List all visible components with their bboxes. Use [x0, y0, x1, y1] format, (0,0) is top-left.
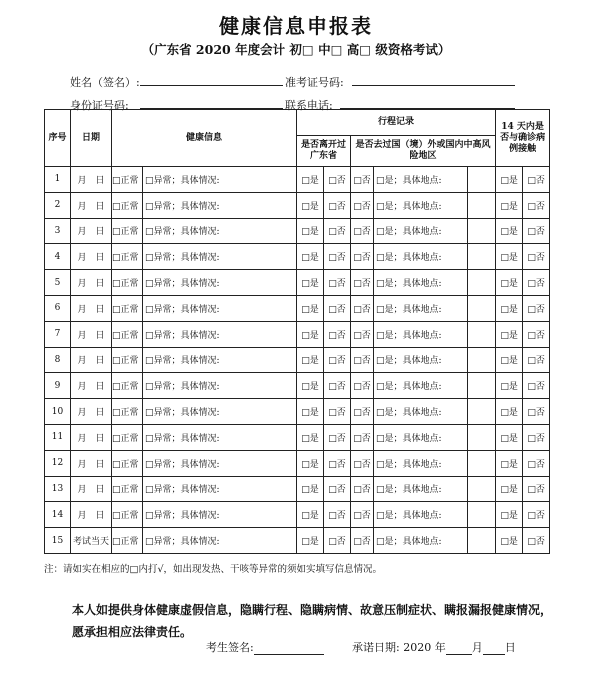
row-seq: 3	[45, 218, 71, 244]
risk-area-blank	[468, 192, 496, 218]
risk-area-blank	[468, 295, 496, 321]
left-gd-no-option[interactable]: □否	[324, 270, 351, 296]
left-gd-yes-option[interactable]: □是	[297, 244, 324, 270]
contact-no-option[interactable]: □否	[523, 373, 550, 399]
health-normal-option[interactable]: □正常	[112, 502, 143, 528]
table-row	[45, 192, 550, 218]
risk-area-no-option[interactable]: □否	[351, 270, 374, 296]
contact-yes-option[interactable]: □是	[496, 399, 523, 425]
left-gd-yes-option[interactable]: □是	[297, 424, 324, 450]
health-abnormal-option[interactable]: □异常；具体情况:	[143, 192, 297, 218]
health-normal-option[interactable]: □正常	[112, 528, 143, 554]
risk-area-no-option[interactable]: □否	[351, 321, 374, 347]
left-gd-yes-option[interactable]: □是	[297, 167, 324, 193]
risk-area-yes-place-option[interactable]: □是；具体地点:	[374, 270, 468, 296]
row-seq: 1	[45, 167, 71, 193]
left-gd-no-option[interactable]: □否	[324, 192, 351, 218]
risk-area-blank	[468, 528, 496, 554]
risk-area-yes-place-option[interactable]: □是；具体地点:	[374, 192, 468, 218]
contact-no-option[interactable]: □否	[523, 399, 550, 425]
signature-label: 考生签名:	[206, 641, 254, 654]
table-body	[45, 167, 550, 554]
contact-yes-option[interactable]: □是	[496, 244, 523, 270]
contact-no-option[interactable]: □否	[523, 244, 550, 270]
health-normal-option[interactable]: □正常	[112, 321, 143, 347]
row-date[interactable]: 月 日	[71, 502, 112, 528]
risk-area-yes-place-option[interactable]: □是；具体地点:	[374, 321, 468, 347]
left-gd-yes-option[interactable]: □是	[297, 373, 324, 399]
month-label: 月	[471, 641, 483, 654]
signature-field[interactable]	[254, 643, 324, 655]
risk-area-no-option[interactable]: □否	[351, 167, 374, 193]
date-line	[352, 639, 516, 655]
contact-yes-option[interactable]: □是	[496, 476, 523, 502]
left-gd-yes-option[interactable]: □是	[297, 450, 324, 476]
risk-area-yes-place-option[interactable]: □是；具体地点:	[374, 450, 468, 476]
contact-yes-option[interactable]: □是	[496, 295, 523, 321]
table-row	[45, 244, 550, 270]
left-gd-no-option[interactable]: □否	[324, 424, 351, 450]
contact-yes-option[interactable]: □是	[496, 373, 523, 399]
row-seq: 15	[45, 528, 71, 554]
health-normal-option[interactable]: □正常	[112, 218, 143, 244]
health-abnormal-option[interactable]: □异常；具体情况:	[143, 476, 297, 502]
health-normal-option[interactable]: □正常	[112, 424, 143, 450]
risk-area-blank	[468, 244, 496, 270]
left-gd-yes-option[interactable]: □是	[297, 321, 324, 347]
declaration-text: 本人如提供身体健康虚假信息，隐瞒行程、隐瞒病情、故意压制症状、瞒报漏报健康情况，愿承担相应法律责任。	[72, 603, 553, 639]
risk-area-no-option[interactable]: □否	[351, 450, 374, 476]
contact-yes-option[interactable]: □是	[496, 502, 523, 528]
row-date[interactable]: 月 日	[71, 218, 112, 244]
table-row	[45, 373, 550, 399]
row-seq: 2	[45, 192, 71, 218]
health-normal-option[interactable]: □正常	[112, 167, 143, 193]
left-gd-no-option[interactable]: □否	[324, 295, 351, 321]
form-note: 注：请如实在相应的□内打√，如出现发热、干咳等异常的须如实填写信息情况。	[44, 564, 383, 575]
contact-no-option[interactable]: □否	[523, 424, 550, 450]
header-left-gd: 是否离开过广东省	[297, 136, 351, 167]
left-gd-no-option[interactable]: □否	[324, 218, 351, 244]
risk-area-no-option[interactable]: □否	[351, 528, 374, 554]
risk-area-blank	[468, 167, 496, 193]
health-abnormal-option[interactable]: □异常；具体情况:	[143, 424, 297, 450]
left-gd-no-option[interactable]: □否	[324, 373, 351, 399]
header-contact: 14 天内是否与确诊病例接触	[496, 110, 550, 167]
row-seq: 8	[45, 347, 71, 373]
row-seq: 6	[45, 295, 71, 321]
row-date[interactable]: 月 日	[71, 270, 112, 296]
row-seq: 11	[45, 424, 71, 450]
contact-no-option[interactable]: □否	[523, 347, 550, 373]
header-risk-area: 是否去过国（境）外或国内中高风险地区	[351, 136, 496, 167]
left-gd-yes-option[interactable]: □是	[297, 399, 324, 425]
left-gd-no-option[interactable]: □否	[324, 321, 351, 347]
row-seq: 5	[45, 270, 71, 296]
left-gd-no-option[interactable]: □否	[324, 502, 351, 528]
risk-area-no-option[interactable]: □否	[351, 244, 374, 270]
risk-area-blank	[468, 321, 496, 347]
health-abnormal-option[interactable]: □异常；具体情况:	[143, 347, 297, 373]
row-seq: 10	[45, 399, 71, 425]
date-label: 承诺日期: 2020 年	[352, 641, 446, 654]
health-normal-option[interactable]: □正常	[112, 476, 143, 502]
row-seq: 7	[45, 321, 71, 347]
row-date[interactable]: 月 日	[71, 321, 112, 347]
risk-area-no-option[interactable]: □否	[351, 476, 374, 502]
health-abnormal-option[interactable]: □异常；具体情况:	[143, 244, 297, 270]
health-normal-option[interactable]: □正常	[112, 192, 143, 218]
health-abnormal-option[interactable]: □异常；具体情况:	[143, 373, 297, 399]
contact-yes-option[interactable]: □是	[496, 528, 523, 554]
left-gd-yes-option[interactable]: □是	[297, 476, 324, 502]
phone-field[interactable]	[340, 96, 515, 109]
contact-no-option[interactable]: □否	[523, 528, 550, 554]
left-gd-no-option[interactable]: □否	[324, 399, 351, 425]
row-seq: 14	[45, 502, 71, 528]
row-date[interactable]: 月 日	[71, 450, 112, 476]
contact-no-option[interactable]: □否	[523, 192, 550, 218]
exam-no-label: 准考证号码:	[285, 76, 344, 89]
left-gd-no-option[interactable]: □否	[324, 528, 351, 554]
risk-area-no-option[interactable]: □否	[351, 399, 374, 425]
header-seq: 序号	[45, 110, 71, 167]
risk-area-no-option[interactable]: □否	[351, 218, 374, 244]
health-normal-option[interactable]: □正常	[112, 244, 143, 270]
row-date[interactable]: 月 日	[71, 399, 112, 425]
signature-line	[206, 639, 324, 655]
row-date[interactable]: 月 日	[71, 476, 112, 502]
contact-no-option[interactable]: □否	[523, 218, 550, 244]
left-gd-yes-option[interactable]: □是	[297, 528, 324, 554]
risk-area-no-option[interactable]: □否	[351, 424, 374, 450]
table-row	[45, 218, 550, 244]
risk-area-yes-place-option[interactable]: □是；具体地点:	[374, 399, 468, 425]
name-label: 姓名（签名）:	[70, 76, 140, 89]
health-table	[44, 109, 550, 554]
row-date[interactable]: 月 日	[71, 347, 112, 373]
risk-area-blank	[468, 399, 496, 425]
risk-area-blank	[468, 373, 496, 399]
risk-area-blank	[468, 347, 496, 373]
table-row	[45, 347, 550, 373]
health-normal-option[interactable]: □正常	[112, 295, 143, 321]
table-row	[45, 424, 550, 450]
risk-area-blank	[468, 450, 496, 476]
risk-area-no-option[interactable]: □否	[351, 502, 374, 528]
row-date[interactable]: 月 日	[71, 244, 112, 270]
id-field[interactable]	[140, 96, 283, 109]
month-field[interactable]	[446, 643, 472, 655]
left-gd-yes-option[interactable]: □是	[297, 270, 324, 296]
left-gd-no-option[interactable]: □否	[324, 167, 351, 193]
form-title: 健康信息申报表	[219, 14, 373, 38]
risk-area-yes-place-option[interactable]: □是；具体地点:	[374, 347, 468, 373]
health-normal-option[interactable]: □正常	[112, 373, 143, 399]
health-normal-option[interactable]: □正常	[112, 450, 143, 476]
left-gd-yes-option[interactable]: □是	[297, 295, 324, 321]
left-gd-yes-option[interactable]: □是	[297, 192, 324, 218]
table-row	[45, 321, 550, 347]
contact-yes-option[interactable]: □是	[496, 321, 523, 347]
left-gd-yes-option[interactable]: □是	[297, 218, 324, 244]
table-row	[45, 399, 550, 425]
health-abnormal-option[interactable]: □异常；具体情况:	[143, 270, 297, 296]
health-abnormal-option[interactable]: □异常；具体情况:	[143, 450, 297, 476]
risk-area-yes-place-option[interactable]: □是；具体地点:	[374, 528, 468, 554]
row-seq: 12	[45, 450, 71, 476]
contact-no-option[interactable]: □否	[523, 270, 550, 296]
health-abnormal-option[interactable]: □异常；具体情况:	[143, 218, 297, 244]
contact-yes-option[interactable]: □是	[496, 347, 523, 373]
table-row	[45, 476, 550, 502]
left-gd-no-option[interactable]: □否	[324, 476, 351, 502]
header-trip: 行程记录	[297, 110, 496, 136]
health-abnormal-option[interactable]: □异常；具体情况:	[143, 321, 297, 347]
left-gd-no-option[interactable]: □否	[324, 347, 351, 373]
risk-area-blank	[468, 218, 496, 244]
contact-yes-option[interactable]: □是	[496, 192, 523, 218]
health-normal-option[interactable]: □正常	[112, 270, 143, 296]
health-abnormal-option[interactable]: □异常；具体情况:	[143, 528, 297, 554]
health-normal-option[interactable]: □正常	[112, 399, 143, 425]
row-date[interactable]: 月 日	[71, 192, 112, 218]
day-field[interactable]	[483, 643, 505, 655]
contact-no-option[interactable]: □否	[523, 450, 550, 476]
contact-yes-option[interactable]: □是	[496, 270, 523, 296]
table-row	[45, 502, 550, 528]
row-date[interactable]: 月 日	[71, 295, 112, 321]
row-seq: 13	[45, 476, 71, 502]
risk-area-yes-place-option[interactable]: □是；具体地点:	[374, 295, 468, 321]
table-row	[45, 270, 550, 296]
risk-area-blank	[468, 502, 496, 528]
contact-no-option[interactable]: □否	[523, 502, 550, 528]
health-abnormal-option[interactable]: □异常；具体情况:	[143, 295, 297, 321]
table-row	[45, 167, 550, 193]
contact-no-option[interactable]: □否	[523, 321, 550, 347]
row-seq: 9	[45, 373, 71, 399]
name-field[interactable]	[140, 73, 283, 86]
contact-no-option[interactable]: □否	[523, 295, 550, 321]
header-date: 日期	[71, 110, 112, 167]
row-seq: 4	[45, 244, 71, 270]
risk-area-yes-place-option[interactable]: □是；具体地点:	[374, 218, 468, 244]
health-abnormal-option[interactable]: □异常；具体情况:	[143, 399, 297, 425]
row-date[interactable]: 月 日	[71, 167, 112, 193]
contact-no-option[interactable]: □否	[523, 476, 550, 502]
risk-area-yes-place-option[interactable]: □是；具体地点:	[374, 476, 468, 502]
risk-area-blank	[468, 270, 496, 296]
risk-area-no-option[interactable]: □否	[351, 373, 374, 399]
risk-area-blank	[468, 424, 496, 450]
contact-yes-option[interactable]: □是	[496, 218, 523, 244]
risk-area-yes-place-option[interactable]: □是；具体地点:	[374, 167, 468, 193]
day-label: 日	[504, 641, 516, 654]
phone-label: 联系电话:	[285, 99, 333, 112]
exam-no-field[interactable]	[352, 73, 515, 86]
left-gd-no-option[interactable]: □否	[324, 450, 351, 476]
left-gd-no-option[interactable]: □否	[324, 244, 351, 270]
risk-area-no-option[interactable]: □否	[351, 295, 374, 321]
health-abnormal-option[interactable]: □异常；具体情况:	[143, 167, 297, 193]
contact-yes-option[interactable]: □是	[496, 424, 523, 450]
contact-yes-option[interactable]: □是	[496, 167, 523, 193]
left-gd-yes-option[interactable]: □是	[297, 502, 324, 528]
header-health: 健康信息	[112, 110, 297, 167]
health-normal-option[interactable]: □正常	[112, 347, 143, 373]
risk-area-yes-place-option[interactable]: □是；具体地点:	[374, 373, 468, 399]
left-gd-yes-option[interactable]: □是	[297, 347, 324, 373]
row-date[interactable]: 月 日	[71, 373, 112, 399]
contact-yes-option[interactable]: □是	[496, 450, 523, 476]
id-label: 身份证号码:	[70, 99, 129, 112]
risk-area-yes-place-option[interactable]: □是；具体地点:	[374, 244, 468, 270]
table-row	[45, 295, 550, 321]
table-row	[45, 528, 550, 554]
health-abnormal-option[interactable]: □异常；具体情况:	[143, 502, 297, 528]
risk-area-yes-place-option[interactable]: □是；具体地点:	[374, 502, 468, 528]
risk-area-yes-place-option[interactable]: □是；具体地点:	[374, 424, 468, 450]
row-date[interactable]: 月 日	[71, 424, 112, 450]
form-subtitle: （广东省 2020 年度会计 初□ 中□ 高□ 级资格考试）	[141, 42, 451, 57]
contact-no-option[interactable]: □否	[523, 167, 550, 193]
risk-area-blank	[468, 476, 496, 502]
risk-area-no-option[interactable]: □否	[351, 192, 374, 218]
table-row	[45, 450, 550, 476]
risk-area-no-option[interactable]: □否	[351, 347, 374, 373]
row-date[interactable]: 考试当天	[71, 528, 112, 554]
